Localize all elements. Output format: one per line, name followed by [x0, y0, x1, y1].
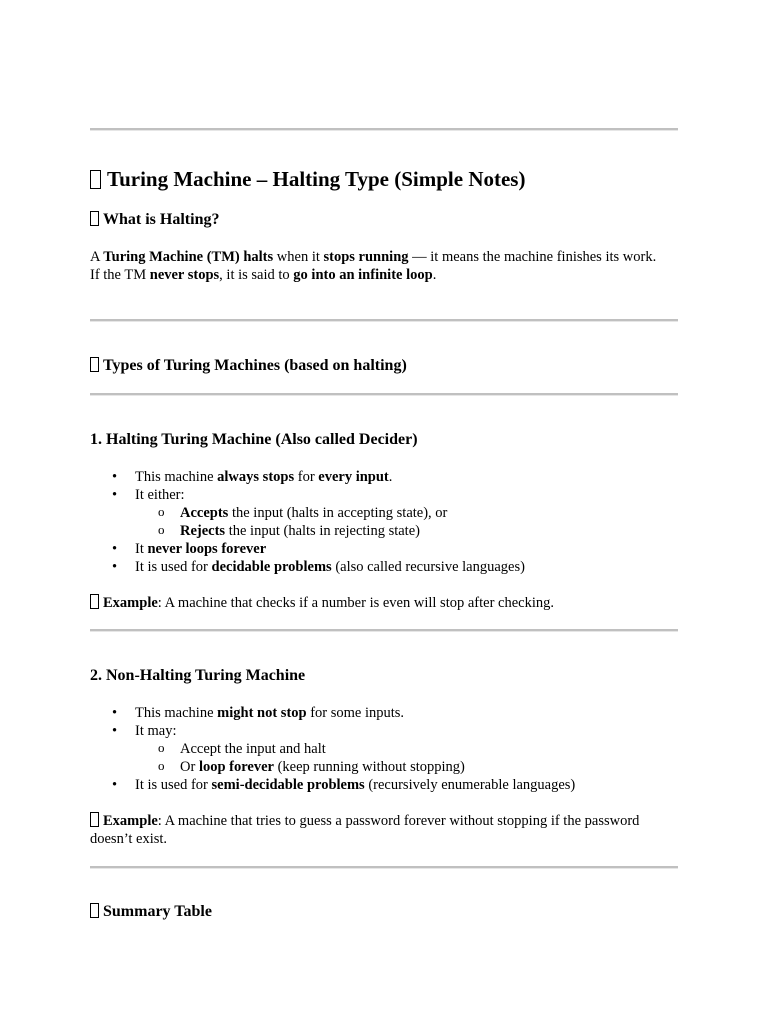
sub-list	[135, 740, 678, 776]
text-run: — it means the machine finishes its work.	[408, 249, 657, 265]
list-item	[90, 558, 678, 576]
missing-glyph-icon	[90, 812, 99, 827]
text-run: Accept the input and halt	[180, 741, 326, 757]
example-text	[90, 813, 639, 847]
halting-tm-list	[90, 468, 678, 576]
bold-text: never loops forever	[147, 541, 267, 557]
text-run: the input (halts in accepting state), or	[228, 505, 448, 521]
text-run: A	[90, 249, 104, 265]
bold-text: Rejects	[180, 523, 226, 539]
bold-text: always stops	[217, 469, 295, 485]
list-item	[90, 468, 678, 486]
text-run: It either:	[135, 487, 185, 503]
bold-text: stops running	[323, 249, 409, 265]
section-heading-halting-tm: 1. Halting Turing Machine (Also called Decider)	[90, 431, 418, 448]
list-item-text	[135, 487, 185, 503]
page-title	[90, 166, 678, 192]
text-run: This machine	[135, 705, 218, 721]
horizontal-rule	[90, 128, 678, 131]
text-run: : A machine that checks if a number is even will stop after checking.	[157, 595, 554, 611]
text-run: (recursively enumerable languages)	[364, 777, 576, 793]
halting-example	[90, 594, 678, 612]
bold-text: go into an infinite loop	[293, 267, 433, 283]
text-run: , it is said to	[219, 267, 294, 283]
non-halting-example	[90, 812, 678, 848]
section-heading-types	[90, 356, 678, 376]
missing-glyph-icon	[90, 170, 101, 189]
horizontal-rule	[90, 319, 678, 322]
text-run: (keep running without stopping)	[273, 759, 465, 775]
missing-glyph-icon	[90, 594, 99, 609]
heading-text: Types of Turing Machines (based on halting)	[103, 357, 407, 374]
heading-text: Summary Table	[103, 903, 212, 920]
horizontal-rule	[90, 866, 678, 869]
paragraph	[90, 266, 678, 284]
text-run: .	[432, 267, 437, 283]
text-run: If the TM	[90, 267, 150, 283]
heading-text: What is Halting?	[103, 211, 220, 228]
bullet-list	[90, 704, 678, 794]
bold-text: Accepts	[180, 505, 229, 521]
text-run: .	[388, 469, 393, 485]
horizontal-rule	[90, 629, 678, 632]
sub-list-item	[135, 740, 678, 758]
bold-text: might not stop	[217, 705, 307, 721]
list-item-text	[135, 723, 176, 739]
list-item	[90, 722, 678, 776]
text-run: It is used for	[135, 777, 212, 793]
text-run: It may:	[135, 723, 177, 739]
section-heading-what-is-halting	[90, 210, 678, 230]
text-run: (also called recursive languages)	[331, 559, 525, 575]
list-item	[90, 486, 678, 540]
bold-text: loop forever	[198, 759, 274, 775]
non-halting-tm-list	[90, 704, 678, 794]
paragraph	[90, 248, 678, 266]
sub-list	[135, 504, 678, 540]
page-title-text: Turing Machine – Halting Type (Simple Notes)	[107, 167, 526, 191]
bold-text: Turing Machine (TM) halts	[103, 249, 274, 265]
text-run: when it	[273, 249, 324, 265]
bold-text: semi-decidable problems	[211, 777, 365, 793]
bold-text: decidable problems	[211, 559, 332, 575]
list-item	[90, 540, 678, 558]
bullet-list	[90, 468, 678, 576]
text-run: : A machine that tries to guess a password forever without stopping if the password doesn’t exist.	[90, 813, 640, 847]
list-item	[90, 704, 678, 722]
halting-definition	[90, 248, 678, 284]
text-run: This machine	[135, 469, 218, 485]
list-item	[90, 776, 678, 794]
horizontal-rule	[90, 393, 678, 396]
missing-glyph-icon	[90, 357, 99, 372]
sub-list-item	[135, 758, 678, 776]
example-text	[103, 595, 554, 611]
text-run: the input (halts in rejecting state)	[225, 523, 420, 539]
missing-glyph-icon	[90, 903, 99, 918]
bold-text: Example	[103, 813, 158, 829]
text-run: for	[294, 469, 319, 485]
text-run: It	[135, 541, 148, 557]
bold-text: never stops	[149, 267, 220, 283]
section-heading-non-halting-tm: 2. Non-Halting Turing Machine	[90, 667, 306, 684]
text-run: for some inputs.	[306, 705, 405, 721]
bold-text: every input	[318, 469, 389, 485]
sub-list-item	[135, 522, 678, 540]
text-run: Or	[180, 759, 199, 775]
section-heading-summary-table	[90, 902, 678, 922]
sub-list-item	[135, 504, 678, 522]
text-run: It is used for	[135, 559, 212, 575]
bold-text: Example	[103, 595, 158, 611]
missing-glyph-icon	[90, 211, 99, 226]
